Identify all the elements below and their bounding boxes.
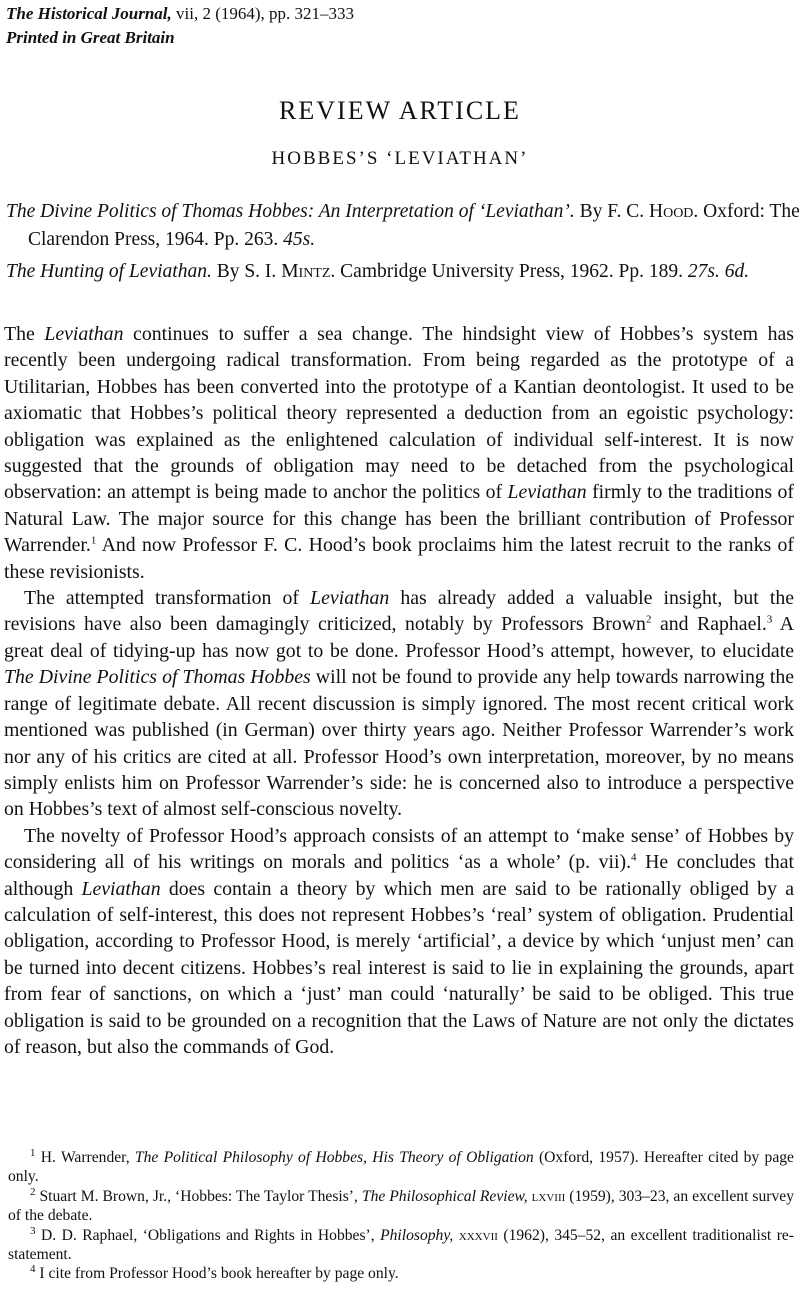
- footnote-marker: 3: [766, 613, 773, 626]
- text-run: (Oxford, 1957). Hereafter cited by page only.: [8, 1149, 794, 1186]
- book-title: The Divine Politics of Thomas Hobbes: An Interpretation of ‘Leviathan’.: [6, 201, 575, 222]
- text-run: Stuart M. Brown, Jr., ‘Hobbes: The Taylor Thesis’,: [35, 1187, 362, 1205]
- journal-name: The Historical Journal,: [6, 4, 172, 23]
- text-run: A great deal of tidying-up has now got to be done. Professor Hood’s attempt, however, to elucidate: [4, 613, 795, 662]
- text-run: The novelty of Professor Hood’s approach consists of an attempt to ‘make sense’ of Hobbes by considering all of his writings on morals and politics ‘as a whole’ (p. vii).: [4, 824, 794, 874]
- italic-run: Leviathan: [310, 587, 390, 610]
- text-run: H. Warrender,: [35, 1149, 135, 1166]
- volume-number: lxviii: [531, 1187, 566, 1205]
- book-by: By F. C.: [574, 201, 649, 222]
- text-run: does contain a theory by which men are said to be rationally obliged by a calculation of self-interest, this does not represent Hobbes’s ‘real’ system of obligation. Prudential obligation, according to Professor Hood, is merely ‘artificial’, a device by which ‘unjust men’ can be turned into decent citizens. Hobbes’s real interest is said to lie in explaining the grounds, apart from fear of sanctions, on which a ‘just’ man could ‘naturally’ be said to be obliged. This true obligation is said to be grounded on a recognition that the Laws of Nature are not only the dictates of reason, but also the commands of God.: [4, 877, 794, 1058]
- book-title: The Hunting of Leviathan.: [6, 261, 212, 282]
- italic-run: Leviathan: [507, 481, 587, 504]
- text-run: (1962), 345–52, an excellent traditionalist re-statement.: [8, 1226, 794, 1264]
- text-run: He concludes that although: [4, 851, 794, 900]
- footnote: [8, 1226, 794, 1265]
- text-run: I cite from Professor Hood’s book hereafter by page only.: [35, 1265, 399, 1283]
- text-run: (1959), 303–23, an excellent survey of the debate.: [8, 1187, 794, 1225]
- footnote-number: 4: [30, 1263, 36, 1276]
- book-details: . Cambridge University Press, 1962. Pp. 189.: [330, 261, 688, 282]
- text-run: and Raphael.: [651, 613, 767, 636]
- footnote-marker: 2: [645, 613, 652, 626]
- book-details: . Oxford: The Clarendon Press, 1964. Pp. 263.: [28, 201, 800, 250]
- footnotes: [8, 1148, 794, 1284]
- footnote-number: 2: [30, 1185, 36, 1198]
- italic-run: Leviathan: [81, 877, 161, 900]
- text-run: And now Professor F. C. Hood’s book proclaims him the latest recruit to the ranks of these revisionists.: [4, 534, 794, 583]
- book-price: 27s. 6d.: [687, 261, 750, 282]
- italic-run: Leviathan: [44, 323, 124, 345]
- italic-run: The Divine Politics of Thomas Hobbes: [4, 666, 311, 689]
- text-run: The: [4, 323, 45, 345]
- footnote: [8, 1187, 794, 1226]
- italic-run: Philosophy,: [380, 1226, 454, 1244]
- body-paragraph: [4, 321, 794, 585]
- text-run: continues to suffer a sea change. The hindsight view of Hobbes’s system has recently been undergoing radical transformation. From being regarded as the prototype of a Utilitarian, Hobbes has been converted into the prototype of a Kantian deontologist. It used to be axiomatic that Hobbes’s political theory represented a deduction from an egoistic psychology: obligation was explained as the enlightened calculation of individual self-interest. It is now suggested that the grounds of obligation may need to be detached from the psychological observation: an attempt is being made to anchor the politics of: [4, 323, 794, 504]
- journal-header: [6, 2, 354, 50]
- printed-in: Printed in Great Britain: [6, 28, 175, 47]
- footnote: [8, 1148, 794, 1187]
- book-author: Hood: [649, 201, 694, 222]
- book-author: Mintz: [281, 261, 331, 282]
- text-run: will not be found to provide any help towards narrowing the range of legitimate debate. All recent discussion is simply ignored. The most recent critical work mentioned was published (in German) over thirty years ago. Neither Professor Warrender’s work nor any of his critics are cited at all. Professor Hood’s own interpretation, moreover, by no means simply enlists him on Professor Warrender’s side: he is concerned also to introduce a perspective on Hobbes’s text of almost self-conscious novelty.: [4, 666, 794, 821]
- text-run: firmly to the traditions of Natural Law. The major source for this change has been the brilliant contribution of Professor Warrender.: [4, 481, 795, 557]
- footnote-marker: 1: [90, 534, 97, 547]
- article-title: HOBBES’S ‘LEVIATHAN’: [271, 148, 529, 169]
- text-run: D. D. Raphael, ‘Obligations and Rights in Hobbes’,: [35, 1226, 381, 1244]
- book-by: By S. I.: [211, 261, 282, 282]
- journal-citation: vii, 2 (1964), pp. 321–333: [176, 4, 355, 23]
- book-reference: [6, 258, 800, 286]
- footnote-number: 3: [30, 1224, 36, 1237]
- footnote-number: 1: [30, 1146, 36, 1159]
- book-reference: [6, 198, 800, 254]
- italic-run: The Philosophical Review,: [361, 1187, 528, 1205]
- article-type-title: REVIEW ARTICLE: [279, 96, 521, 125]
- volume-number: xxxvii: [458, 1226, 498, 1244]
- italic-run: The Political Philosophy of Hobbes, His Theory of Obligation: [134, 1149, 534, 1166]
- footnote: [8, 1264, 794, 1283]
- journal-citation-line: [6, 2, 354, 26]
- article-body: [4, 321, 794, 1060]
- book-price: 45s.: [283, 229, 316, 250]
- body-paragraph: [4, 823, 794, 1061]
- footnote-marker: 4: [631, 851, 637, 864]
- text-run: The attempted transformation of: [24, 587, 311, 610]
- body-paragraph: [4, 585, 794, 823]
- text-run: has already added a valuable insight, but the revisions have also been damagingly criticized, notably by Professors Brown: [4, 587, 794, 636]
